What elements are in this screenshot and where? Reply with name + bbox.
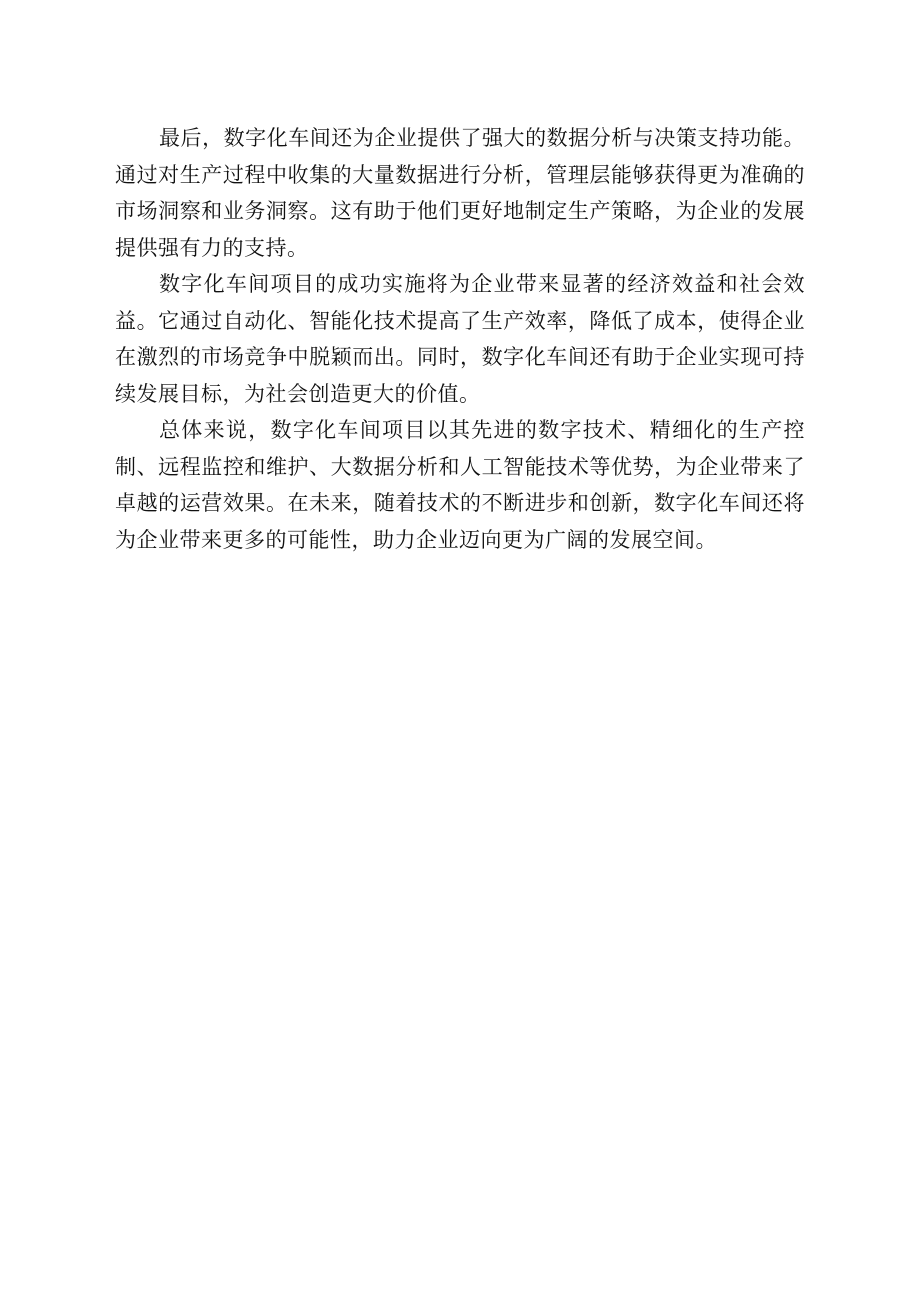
paragraph-data-analysis: 最后，数字化车间还为企业提供了强大的数据分析与决策支持功能。通过对生产过程中收集的大量数据进行分析，管理层能够获得更为准确的市场洞察和业务洞察。这有助于他们更好地制定生产策略，为企业的发展提供强有力的支持。 xyxy=(115,126,805,260)
paragraph-benefits: 数字化车间项目的成功实施将为企业带来显著的经济效益和社会效益。它通过自动化、智能化技术提高了生产效率，降低了成本，使得企业在激烈的市场竞争中脱颖而出。同时，数字化车间还有助于企业实现可持续发展目标，为社会创造更大的价值。 xyxy=(115,272,805,406)
paragraph-summary: 总体来说，数字化车间项目以其先进的数字技术、精细化的生产控制、远程监控和维护、大数据分析和人工智能技术等优势，为企业带来了卓越的运营效果。在未来，随着技术的不断进步和创新，数字化车间还将为企业带来更多的可能性，助力企业迈向更为广阔的发展空间。 xyxy=(115,418,805,552)
document-body xyxy=(115,120,805,558)
